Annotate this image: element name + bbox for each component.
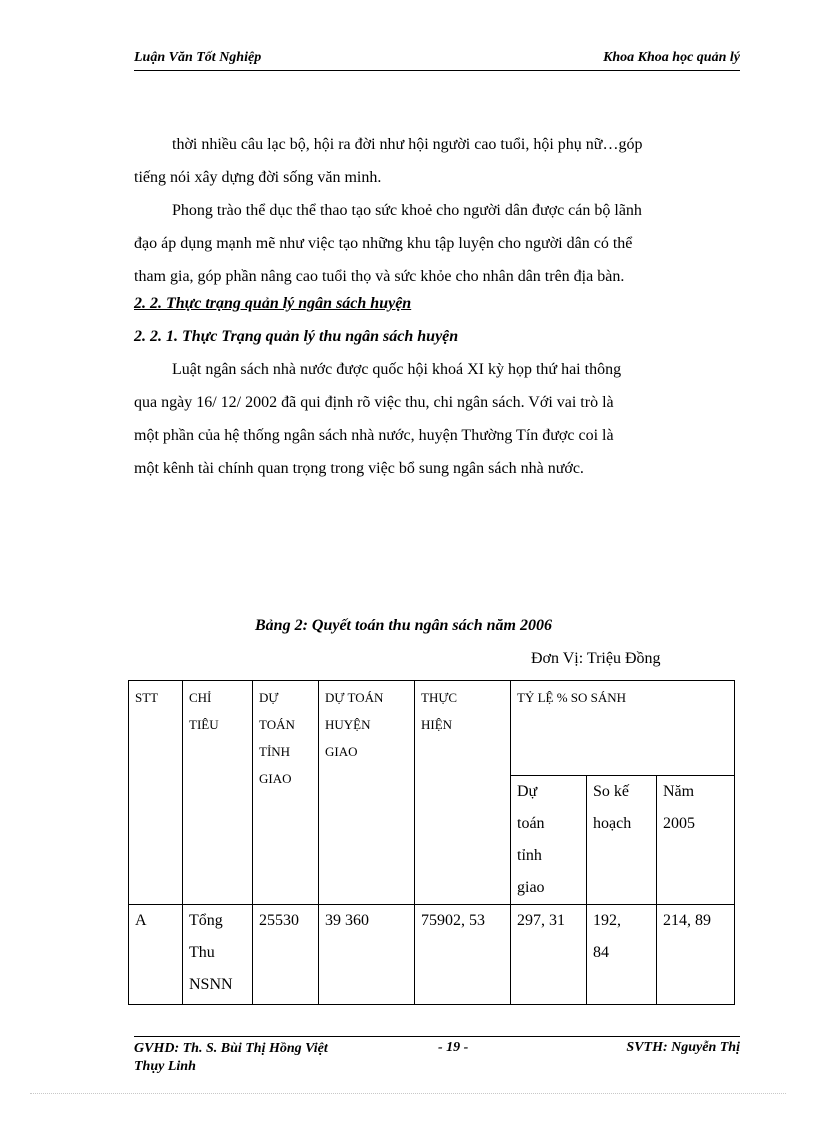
cell-du-toan-tinh: 25530 <box>253 905 319 1005</box>
text-line: Phong trào thể dục thể thao tạo sức khoẻ cho người dân được cán bộ lãnh <box>172 202 642 219</box>
header-sub-so-ke-hoach: So kế hoạch <box>587 776 657 905</box>
paragraph-1 <box>134 128 740 194</box>
header-sub-nam-2005: Năm 2005 <box>657 776 735 905</box>
text-line: Luật ngân sách nhà nước được quốc hội khoá XI kỳ họp thứ hai thông <box>172 361 622 378</box>
cell-so-du-toan: 297, 31 <box>511 905 587 1005</box>
text-line: qua ngày 16/ 12/ 2002 đã qui định rõ việc thu, chi ngân sách. Với vai trò là <box>134 394 614 411</box>
footer-left: GVHD: Th. S. Bùi Thị Hồng Việt Thụy Linh <box>134 1041 328 1074</box>
text-line: tham gia, góp phần nâng cao tuổi thọ và sức khỏe cho nhân dân trên địa bàn. <box>134 268 625 285</box>
text-line: tiếng nói xây dựng đời sống văn minh. <box>134 169 382 186</box>
budget-table <box>128 680 735 1005</box>
text-line: một phần của hệ thống ngân sách nhà nước, huyện Thường Tín được coi là <box>134 427 614 444</box>
header-ty-le: TỶ LỆ % SO SÁNH <box>511 681 735 776</box>
page-header <box>134 50 740 70</box>
header-du-toan-tinh: DỰ TOÁN TỈNH GIAO <box>253 681 319 905</box>
cell-chi-tieu: Tổng Thu NSNN <box>183 905 253 1005</box>
text-line: thời nhiều câu lạc bộ, hội ra đời như hội người cao tuổi, hội phụ nữ…góp <box>172 136 643 153</box>
section-heading: 2. 2. Thực trạng quản lý ngân sách huyện <box>134 295 412 312</box>
cell-stt: A <box>129 905 183 1005</box>
table-title: Bảng 2: Quyết toán thu ngân sách năm 2006 <box>255 617 552 634</box>
header-chi-tieu: CHỈ TIÊU <box>183 681 253 905</box>
text-line: đạo áp dụng mạnh mẽ như việc tạo những khu tập luyện cho người dân có thể <box>134 235 633 252</box>
header-right: Khoa Khoa học quản lý <box>603 50 740 65</box>
header-thuc-hien: THỰC HIỆN <box>415 681 511 905</box>
paragraph-3 <box>134 353 740 485</box>
header-rule <box>134 70 740 71</box>
table-row <box>129 905 735 1005</box>
cell-du-toan-huyen: 39 360 <box>319 905 415 1005</box>
header-left: Luận Văn Tốt Nghiệp <box>134 50 262 65</box>
cell-so-ke-hoach: 192, 84 <box>587 905 657 1005</box>
page-bottom-border <box>30 1093 786 1094</box>
footer-right: SVTH: Nguyễn Thị <box>626 1040 740 1055</box>
cell-so-2005: 214, 89 <box>657 905 735 1005</box>
header-sub-du-toan: Dự toán tỉnh giao <box>511 776 587 905</box>
table-unit: Đơn Vị: Triệu Đồng <box>531 650 661 667</box>
cell-thuc-hien: 75902, 53 <box>415 905 511 1005</box>
footer-rule <box>134 1036 740 1037</box>
subsection-heading: 2. 2. 1. Thực Trạng quản lý thu ngân sách huyện <box>134 328 459 345</box>
text-line: một kênh tài chính quan trọng trong việc bổ sung ngân sách nhà nước. <box>134 460 584 477</box>
header-du-toan-huyen: DỰ TOÁN HUYỆN GIAO <box>319 681 415 905</box>
header-stt: STT <box>129 681 183 905</box>
paragraph-2 <box>134 194 740 293</box>
page-number: - 19 - <box>438 1040 469 1055</box>
